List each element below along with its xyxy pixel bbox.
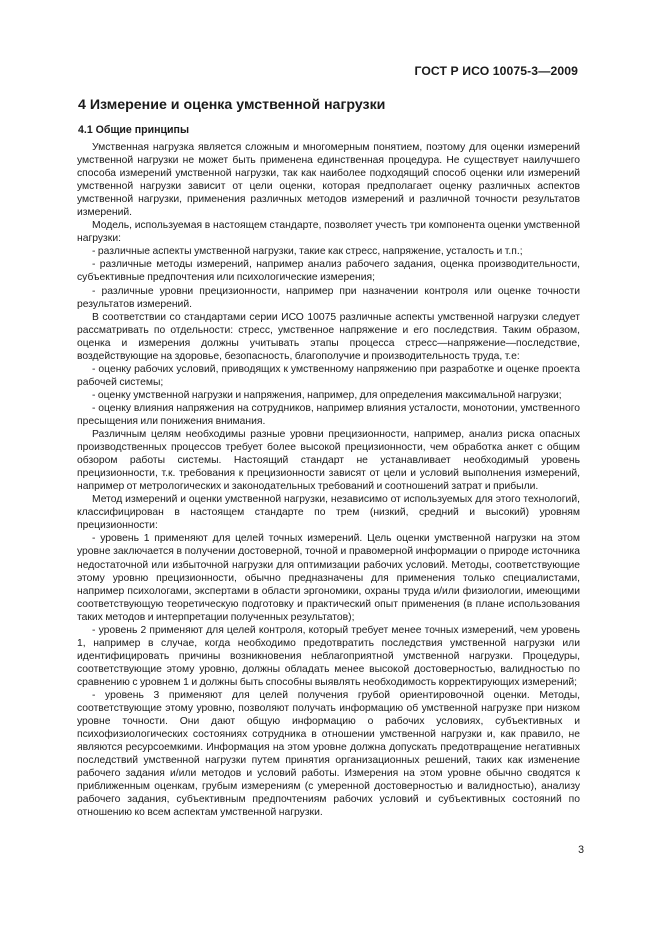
paragraph: - уровень 3 применяют для целей получения грубой ориентировочной оценки. Методы, соответствующие этому уровню, позволяют получать информацию об умственной нагрузке при низком уровне точности. Они дают общую информацию о рабочих условиях, субъективных и психофизиологических состояниях сотрудника в отношении умственной нагрузки и, как правило, не являются ресурсоемкими. Информация на этом уровне должна допускать предотвращение негативных последствий умственной нагрузки путем принятия организационных решений, таких как изменение рабочего задания и/или методов и условий работы. Измерения на этом уровне обычно сводятся к приближенным оценкам, грубым измерениям (с умеренной достоверностью и валидностью), анализу рабочего задания, субъективным предпочтениям рабочих условий и субъективных состояний по отношению ко всем аспектам умственной нагрузки. [77, 689, 580, 819]
body-text [77, 141, 580, 819]
paragraph: - уровень 2 применяют для целей контроля, который требует менее точных измерений, чем уровень 1, например в случае, когда необходимо предотвратить последствия умственной нагрузки или идентифицировать причины возникновения неблагоприятной умственной нагрузки. Процедуры, соответствующие этому уровню, должны обладать менее высокой достоверностью, валидностью по сравнению с уровнем 1 и должны быть способны выявлять необходимость корректирующих измерений; [77, 624, 580, 688]
section-title: 4 Измерение и оценка умственной нагрузки [78, 97, 386, 113]
paragraph: - оценку умственной нагрузки и напряжения, например, для определения максимальной нагрузки; [92, 389, 562, 401]
paragraph: - различные аспекты умственной нагрузки, такие как стресс, напряжение, усталость и т.п.; [92, 246, 523, 258]
document-standard-header: ГОСТ Р ИСО 10075-3—2009 [414, 64, 578, 78]
paragraph: - различные методы измерений, например анализ рабочего задания, оценка производительности, субъективные предпочтения или психологические измерения; [77, 259, 580, 284]
paragraph: В соответствии со стандартами серии ИСО 10075 различные аспекты умственной нагрузки следует рассматривать по отдельности: стресс, умственное напряжение и его последствия. Таким образом, оценка и измерения должны учитывать этапы процесса стресс—напряжение—последствие, воздействующие на здоровье, безопасность, благополучие и производительность труда, т.е: [77, 311, 580, 362]
subsection-title: 4.1 Общие принципы [78, 124, 189, 136]
paragraph: - оценку рабочих условий, приводящих к умственному напряжению при разработке и оценке проекта рабочей системы; [77, 363, 580, 388]
page-number: 3 [578, 844, 584, 856]
paragraph: - уровень 1 применяют для целей точных измерений. Цель оценки умственной нагрузки на этом уровне заключается в получении достоверной, точной и правомерной информации о природе источника недостаточной или избыточной нагрузки для оптимизации рабочих условий. Методы, соответствующие этому уровню прецизионности, обычно предназначены для применения только специалистами, например психологами, экспертами в области эргономики, охраны труда и/или физиологии, имеющими соответствующую теоретическую подготовку и практический опыт применения (в плане использования таких методов и интерпретации полученных результатов); [77, 533, 580, 623]
paragraph: - различные уровни прецизионности, например при назначении контроля или оценке точности результатов измерений. [77, 285, 580, 310]
paragraph: - оценку влияния напряжения на сотрудников, например влияния усталости, монотонии, умственного пресыщения или понижения внимания. [77, 402, 580, 427]
paragraph: Модель, используемая в настоящем стандарте, позволяет учесть три компонента оценки умственной нагрузки: [77, 220, 580, 245]
paragraph: Умственная нагрузка является сложным и многомерным понятием, поэтому для оценки измерений умственной нагрузки не может быть применена единственная процедура. Не существует наилучшего способа измерений умственной нагрузки, так как наиболее подходящий способ оценки или измерений умственной нагрузки зависит от цели оценки, которая предполагает оценку различных аспектов умственной нагрузки, применения различных методов измерений и различной точности результатов измерений. [77, 142, 580, 219]
paragraph: Метод измерений и оценки умственной нагрузки, независимо от используемых для этого технологий, классифицирован в настоящем стандарте по трем (низкий, средний и высокий) уровням прецизионности: [77, 494, 580, 532]
paragraph: Различным целям необходимы разные уровни прецизионности, например, анализ риска опасных производственных процессов требует более высокой прецизионности, чем обработка анкет с общим обзором работы системы. Настоящий стандарт не устанавливает необходимый уровень прецизионности, т.к. требования к прецизионности зависят от цели и условий выполнения измерений, например от метрологических и законодательных требований и соотношений затрат и прибыли. [77, 429, 580, 493]
